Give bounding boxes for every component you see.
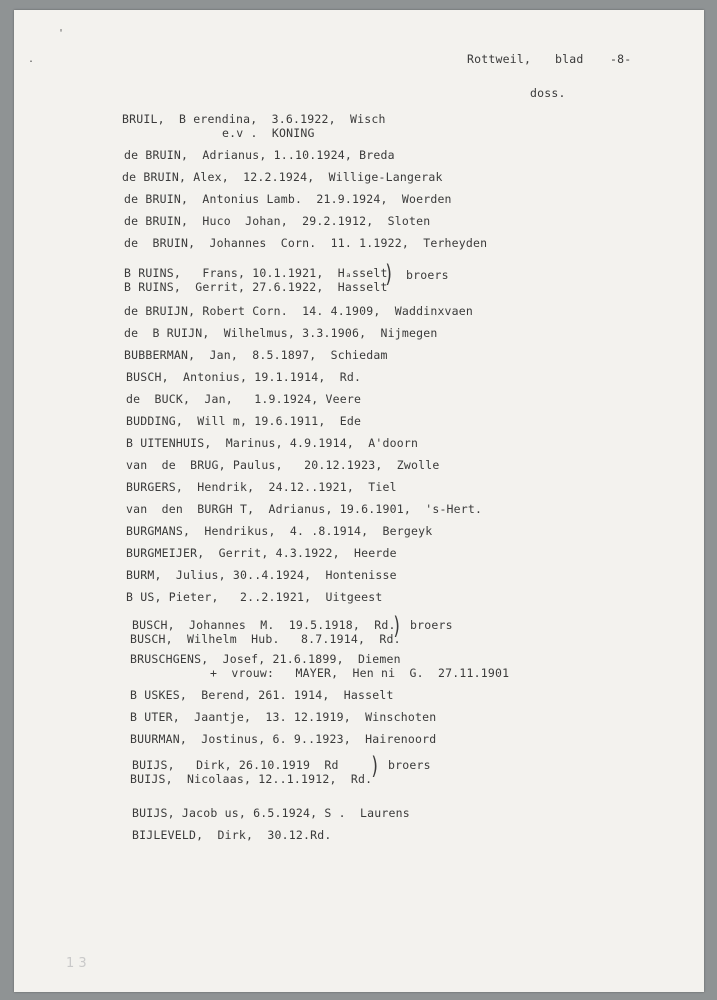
entry-line: B RUINS, Frans, 10.1.1921, Hₐsselt xyxy=(124,266,388,280)
entry-line: BURM, Julius, 30..4.1924, Hontenisse xyxy=(126,568,397,582)
header-blad: blad xyxy=(555,52,584,66)
entry-line: B USKES, Berend, 261. 1914, Hasselt xyxy=(130,688,394,702)
header-page-number: -8- xyxy=(610,52,632,66)
entry-line: de BRUIN, Adrianus, 1..10.1924, Breda xyxy=(124,148,395,162)
entry-line: BUDDING, Will m, 19.6.1911, Ede xyxy=(126,414,362,428)
entry-line: BUSCH, Antonius, 19.1.1914, Rd. xyxy=(126,370,362,384)
entry-line: de BRUIN, Antonius Lamb. 21.9.1924, Woerden xyxy=(124,192,452,206)
entry-line: BRUIL, B erendina, 3.6.1922, Wisch xyxy=(122,112,386,126)
group-label: broers xyxy=(388,758,431,772)
entry-line: van de BRUG, Paulus, 20.12.1923, Zwolle xyxy=(126,458,440,472)
entry-line: de BRUIN, Johannes Corn. 11. 1.1922, Terheyden xyxy=(124,236,488,250)
entry-line: BUIJS, Jacob us, 6.5.1924, S . Laurens xyxy=(132,806,410,820)
entry-line: BRUSCHGENS, Josef, 21.6.1899, Diemen xyxy=(130,652,401,666)
header-doss: doss. xyxy=(530,86,566,100)
bracket-icon: ) xyxy=(371,752,378,780)
entry-line: B US, Pieter, 2..2.1921, Uitgeest xyxy=(126,590,383,604)
entry-line: BUURMAN, Jostinus, 6. 9..1923, Hairenoord xyxy=(130,732,437,746)
entry-line: BUIJS, Dirk, 26.10.1919 Rd xyxy=(132,758,339,772)
entry-line: BURGERS, Hendrik, 24.12..1921, Tiel xyxy=(126,480,397,494)
entry-line: de BUCK, Jan, 1.9.1924, Veere xyxy=(126,392,362,406)
speck: . xyxy=(28,54,35,65)
entry-line: BURGMANS, Hendrikus, 4. .8.1914, Bergeyk xyxy=(126,524,433,538)
entry-line: BIJLEVELD, Dirk, 30.12.Rd. xyxy=(132,828,332,842)
entry-line: de B RUIJN, Wilhelmus, 3.3.1906, Nijmegen xyxy=(124,326,438,340)
entry-line: de BRUIJN, Robert Corn. 14. 4.1909, Waddinxvaen xyxy=(124,304,474,318)
bracket-icon: ) xyxy=(393,612,400,640)
bracket-icon: ) xyxy=(385,260,392,288)
entry-line: BUIJS, Nicolaas, 12..1.1912, Rd. xyxy=(130,772,373,786)
entry-line: de BRUIN, Huco Johan, 29.2.1912, Sloten xyxy=(124,214,431,228)
speck: ' xyxy=(58,28,65,39)
entry-line: B UTER, Jaantje, 13. 12.1919, Winschoten xyxy=(130,710,437,724)
document-page xyxy=(14,10,704,992)
header-place: Rottweil, xyxy=(467,52,532,66)
group-label: broers xyxy=(410,618,453,632)
pencil-mark: 1 3 xyxy=(66,956,87,971)
entry-line: BUSCH, Wilhelm Hub. 8.7.1914, Rd. xyxy=(130,632,401,646)
entry-line: van den BURGH T, Adrianus, 19.6.1901, 's-Hert. xyxy=(126,502,483,516)
entry-line: B UITENHUIS, Marinus, 4.9.1914, A'doorn xyxy=(126,436,419,450)
entry-line: de BRUIN, Alex, 12.2.1924, Willige-Langerak xyxy=(122,170,443,184)
entry-line: BURGMEIJER, Gerrit, 4.3.1922, Heerde xyxy=(126,546,397,560)
group-label: broers xyxy=(406,268,449,282)
entry-line: BUBBERMAN, Jan, 8.5.1897, Schiedam xyxy=(124,348,388,362)
entry-line: BUSCH, Johannes M. 19.5.1918, Rd. xyxy=(132,618,396,632)
entry-line: e.v . KONING xyxy=(222,126,315,140)
entry-line: B RUINS, Gerrit, 27.6.1922, Hasselt xyxy=(124,280,388,294)
entry-line: + vrouw: MAYER, Hen ni G. 27.11.1901 xyxy=(210,666,510,680)
